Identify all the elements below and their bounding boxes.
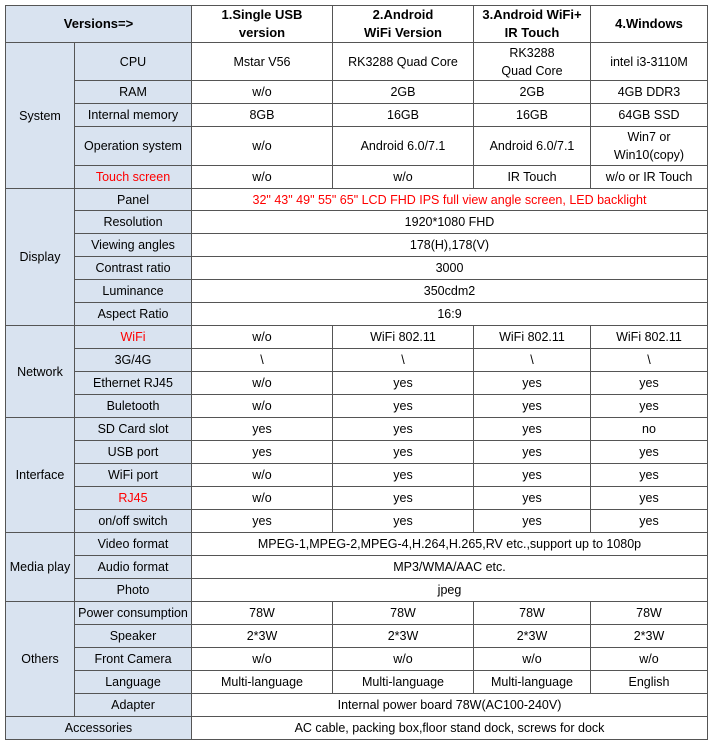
table-row (6, 487, 708, 510)
table-cell: 2*3W (333, 625, 474, 648)
version-2-line-1: 2.Android (372, 7, 434, 22)
table-cell: RK3288 Quad Core (333, 43, 474, 81)
row-label-language: Language (75, 671, 192, 694)
luminance-value: 350cdm2 (192, 280, 708, 303)
table-cell: 78W (192, 602, 333, 625)
row-label-aspect-ratio: Aspect Ratio (75, 303, 192, 326)
table-cell: yes (591, 441, 708, 464)
table-cell: yes (474, 441, 591, 464)
row-label-sd-card: SD Card slot (75, 418, 192, 441)
table-cell (474, 43, 591, 81)
table-cell: English (591, 671, 708, 694)
table-cell: w/o (192, 127, 333, 166)
accessories-value: AC cable, packing box,floor stand dock, screws for dock (192, 717, 708, 740)
table-cell: w/o (192, 372, 333, 395)
row-label-touch-screen: Touch screen (75, 166, 192, 189)
table-row (6, 81, 708, 104)
table-cell: yes (192, 441, 333, 464)
version-3-header (474, 6, 591, 43)
version-1-line-1: 1.Single USB (221, 7, 303, 22)
version-4-header: 4.Windows (591, 6, 708, 43)
group-label-display: Display (6, 189, 75, 326)
table-cell: yes (591, 464, 708, 487)
versions-corner-cell: Versions=> (6, 6, 192, 43)
group-label-others: Others (6, 602, 75, 717)
table-cell: yes (474, 395, 591, 418)
row-label-resolution: Resolution (75, 211, 192, 234)
table-cell: 4GB DDR3 (591, 81, 708, 104)
row-label-wifi-port: WiFi port (75, 464, 192, 487)
version-1-line-2: version (238, 25, 286, 40)
group-label-network: Network (6, 326, 75, 418)
table-row (6, 349, 708, 372)
row-label-photo: Photo (75, 579, 192, 602)
adapter-value: Internal power board 78W(AC100-240V) (192, 694, 708, 717)
table-cell: yes (333, 441, 474, 464)
group-label-media-play: Media play (6, 533, 75, 602)
row-label-rj45: RJ45 (75, 487, 192, 510)
version-3-line-1: 3.Android WiFi+ (482, 7, 582, 22)
table-cell: yes (591, 372, 708, 395)
table-cell: yes (474, 418, 591, 441)
table-cell: IR Touch (474, 166, 591, 189)
table-row (6, 510, 708, 533)
table-row (6, 418, 708, 441)
table-row (6, 372, 708, 395)
table-cell: \ (333, 349, 474, 372)
table-row (6, 43, 708, 81)
row-label-viewing-angles: Viewing angles (75, 234, 192, 257)
table-row (6, 556, 708, 579)
table-row (6, 717, 708, 740)
table-row (6, 326, 708, 349)
table-cell: Android 6.0/7.1 (333, 127, 474, 166)
table-cell: \ (192, 349, 333, 372)
table-cell: yes (192, 418, 333, 441)
table-row (6, 533, 708, 556)
version-2-header (333, 6, 474, 43)
resolution-value: 1920*1080 FHD (192, 211, 708, 234)
table-row (6, 257, 708, 280)
row-label-bluetooth: Buletooth (75, 395, 192, 418)
table-cell: w/o (474, 648, 591, 671)
table-cell: WiFi 802.11 (333, 326, 474, 349)
table-cell: w/o or IR Touch (591, 166, 708, 189)
row-label-adapter: Adapter (75, 694, 192, 717)
table-cell: w/o (192, 81, 333, 104)
table-cell: yes (474, 510, 591, 533)
table-cell: 64GB SSD (591, 104, 708, 127)
table-row (6, 464, 708, 487)
table-cell: 78W (333, 602, 474, 625)
version-3-line-2: IR Touch (504, 25, 560, 40)
table-cell: w/o (333, 166, 474, 189)
viewing-angles-value: 178(H),178(V) (192, 234, 708, 257)
row-label-contrast-ratio: Contrast ratio (75, 257, 192, 280)
row-label-luminance: Luminance (75, 280, 192, 303)
table-row (6, 166, 708, 189)
table-cell: 2*3W (474, 625, 591, 648)
photo-value: jpeg (192, 579, 708, 602)
table-cell: yes (333, 487, 474, 510)
table-row (6, 441, 708, 464)
table-row (6, 671, 708, 694)
spec-table (5, 5, 708, 740)
cell-line: Quad Core (501, 63, 563, 78)
row-label-ethernet: Ethernet RJ45 (75, 372, 192, 395)
table-cell: yes (591, 487, 708, 510)
panel-value: 32" 43" 49" 55" 65" LCD FHD IPS full view angle screen, LED backlight (192, 189, 708, 211)
table-cell: \ (474, 349, 591, 372)
table-cell: yes (333, 372, 474, 395)
table-cell: yes (192, 510, 333, 533)
row-label-accessories: Accessories (6, 717, 192, 740)
table-cell: yes (474, 487, 591, 510)
table-cell: w/o (192, 487, 333, 510)
row-label-video-format: Video format (75, 533, 192, 556)
table-cell: WiFi 802.11 (591, 326, 708, 349)
table-cell: 78W (591, 602, 708, 625)
table-cell: w/o (192, 464, 333, 487)
table-cell (591, 127, 708, 166)
audio-format-value: MP3/WMA/AAC etc. (192, 556, 708, 579)
table-cell: w/o (192, 648, 333, 671)
row-label-internal-memory: Internal memory (75, 104, 192, 127)
cell-line: Win7 or (627, 130, 671, 144)
table-cell: WiFi 802.11 (474, 326, 591, 349)
row-label-audio-format: Audio format (75, 556, 192, 579)
table-row (6, 648, 708, 671)
table-cell: 16GB (333, 104, 474, 127)
table-cell: 2GB (474, 81, 591, 104)
table-cell: 8GB (192, 104, 333, 127)
table-cell: 2GB (333, 81, 474, 104)
group-label-interface: Interface (6, 418, 75, 533)
row-label-ram: RAM (75, 81, 192, 104)
table-row (6, 234, 708, 257)
table-row (6, 104, 708, 127)
table-cell: Multi-language (474, 671, 591, 694)
table-row (6, 303, 708, 326)
row-label-power-consumption: Power consumption (75, 602, 192, 625)
table-cell: Mstar V56 (192, 43, 333, 81)
row-label-front-camera: Front Camera (75, 648, 192, 671)
row-label-panel: Panel (75, 189, 192, 211)
table-row (6, 579, 708, 602)
group-label-system: System (6, 43, 75, 189)
table-cell: Multi-language (333, 671, 474, 694)
table-row (6, 395, 708, 418)
table-row (6, 694, 708, 717)
cell-line: Win10(copy) (613, 148, 685, 162)
table-cell: Android 6.0/7.1 (474, 127, 591, 166)
table-cell: yes (333, 418, 474, 441)
table-row (6, 211, 708, 234)
table-cell: w/o (333, 648, 474, 671)
table-cell: \ (591, 349, 708, 372)
table-cell: yes (333, 464, 474, 487)
table-row (6, 189, 708, 211)
row-label-speaker: Speaker (75, 625, 192, 648)
row-label-operation-system: Operation system (75, 127, 192, 166)
table-cell: no (591, 418, 708, 441)
table-cell: 2*3W (192, 625, 333, 648)
cell-line: RK3288 (509, 45, 555, 60)
table-cell: w/o (591, 648, 708, 671)
version-2-line-2: WiFi Version (364, 25, 442, 40)
table-cell: yes (474, 372, 591, 395)
table-cell: yes (591, 395, 708, 418)
table-cell: yes (474, 464, 591, 487)
table-cell: yes (591, 510, 708, 533)
table-cell: 78W (474, 602, 591, 625)
table-row (6, 280, 708, 303)
contrast-ratio-value: 3000 (192, 257, 708, 280)
table-row (6, 625, 708, 648)
row-label-wifi: WiFi (75, 326, 192, 349)
aspect-ratio-value: 16:9 (192, 303, 708, 326)
table-cell: intel i3-3110M (591, 43, 708, 81)
table-row (6, 127, 708, 166)
row-label-usb-port: USB port (75, 441, 192, 464)
table-cell: yes (333, 510, 474, 533)
row-label-on-off-switch: on/off switch (75, 510, 192, 533)
video-format-value: MPEG-1,MPEG-2,MPEG-4,H.264,H.265,RV etc.,support up to 1080p (192, 533, 708, 556)
header-row (6, 6, 708, 43)
table-cell: yes (333, 395, 474, 418)
version-1-header (192, 6, 333, 43)
table-cell: w/o (192, 326, 333, 349)
table-cell: w/o (192, 395, 333, 418)
table-row (6, 602, 708, 625)
row-label-3g-4g: 3G/4G (75, 349, 192, 372)
table-cell: 16GB (474, 104, 591, 127)
table-cell: w/o (192, 166, 333, 189)
table-cell: 2*3W (591, 625, 708, 648)
table-cell: Multi-language (192, 671, 333, 694)
row-label-cpu: CPU (75, 43, 192, 81)
